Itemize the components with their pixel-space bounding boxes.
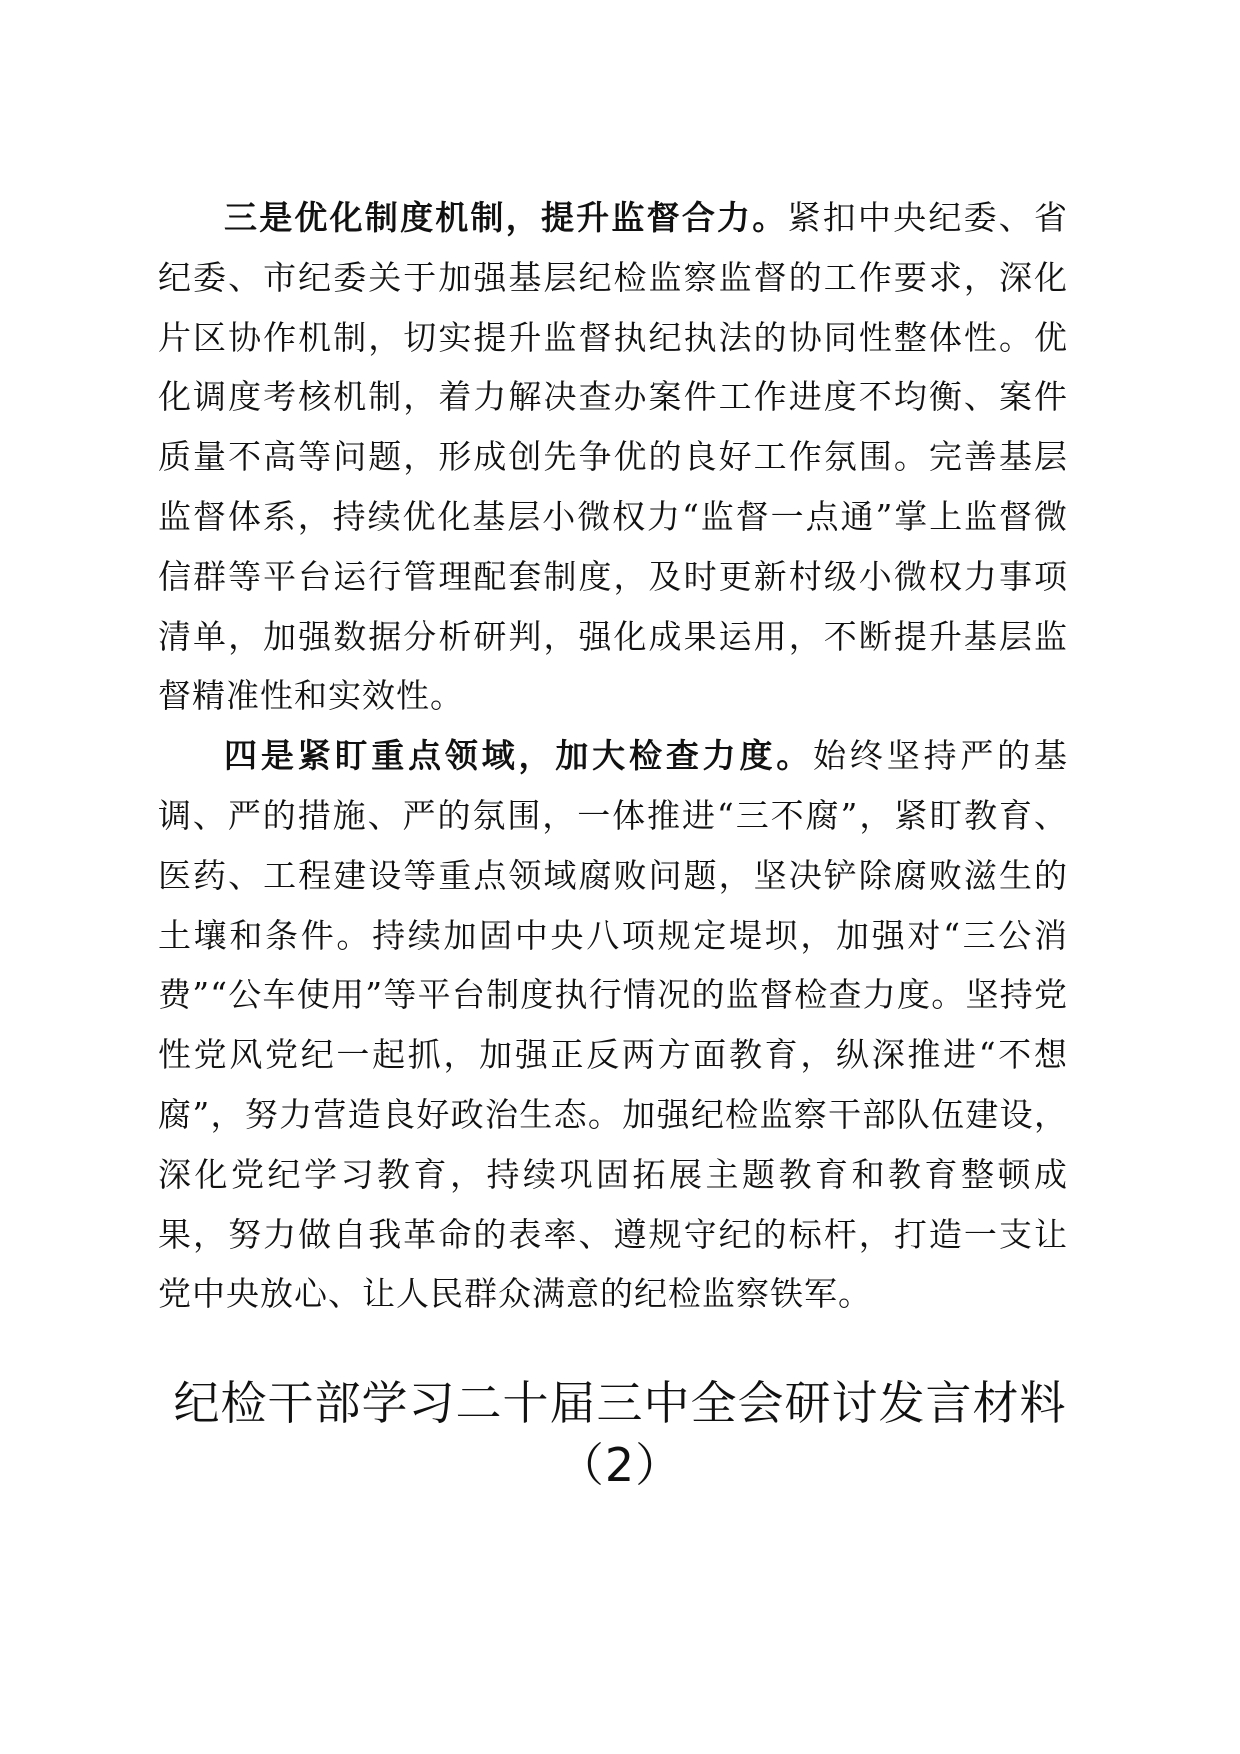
title-line-number: （2） — [557, 1438, 683, 1492]
paragraph-text: 始终坚持严的基调、严的措施、严的氛围，一体推进“三不腐”，紧盯教育、医药、工程建设等重点领域腐败问题，坚决铲除腐败滋生的土壤和条件。持续加固中央八项规定堤坝，加强对“三公消费”“公车使用”等平台制度执行情况的监督检查力度。坚持党性党风党纪一起抓，加强正反两方面教育，纵深推进“不想腐”，努力营造良好政治生态。加强纪检监察干部队伍建设，深化党纪学习教育，持续巩固拓展主题教育和教育整顿成果，努力做自我革命的表率、遵规守纪的标杆，打造一支让党中央放心、让人民群众满意的纪检监察铁军。 — [158, 736, 1069, 1314]
paragraph-lead-heading: 三是优化制度机制，提升监督合力。 — [224, 198, 788, 237]
document-body — [158, 188, 1068, 1324]
paragraph-lead-heading: 四是紧盯重点领域，加大检查力度。 — [224, 736, 814, 776]
paragraph-3 — [158, 188, 1068, 726]
paragraph-4 — [158, 726, 1068, 1324]
section-title — [100, 1372, 1140, 1496]
title-line-main: 纪检干部学习二十届三中全会研讨发言材料 — [173, 1376, 1067, 1430]
paragraph-text: 紧扣中央纪委、省纪委、市纪委关于加强基层纪检监察监督的工作要求，深化片区协作机制，切实提升监督执纪执法的协同性整体性。优化调度考核机制，着力解决查办案件工作进度不均衡、案件质量不高等问题，形成创先争优的良好工作氛围。完善基层监督体系，持续优化基层小微权力“监督一点通”掌上监督微信群等平台运行管理配套制度，及时更新村级小微权力事项清单，加强数据分析研判，强化成果运用，不断提升基层监督精准性和实效性。 — [158, 198, 1069, 716]
